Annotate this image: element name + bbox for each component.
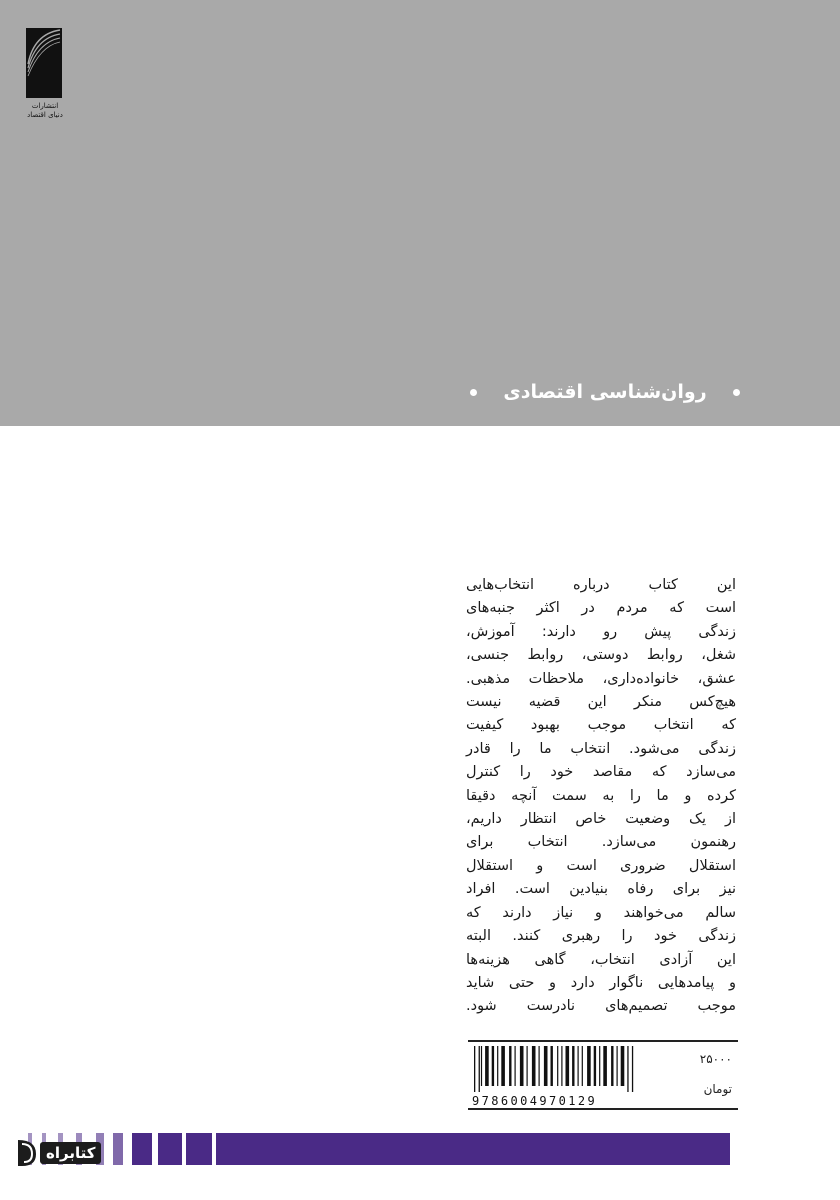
barcode-bar — [497, 1046, 498, 1086]
blurb-line: زندگی خود را رهبری کنند. البته — [466, 928, 736, 945]
blurb-line: زندگی پیش رو دارند: آموزش، — [466, 623, 736, 640]
barcode-bar — [566, 1046, 570, 1086]
blurb-line: این کتاب درباره انتخاب‌هایی — [466, 577, 736, 593]
barcode-guard-bar — [632, 1046, 633, 1092]
decor-bar — [216, 1133, 730, 1165]
barcode-bar — [582, 1046, 583, 1086]
blurb-line: و پیامدهایی ناگوار دارد و حتی شاید — [466, 974, 736, 991]
blurb-line: هیچ‌کس منکر این قضیه نیست — [466, 694, 736, 711]
blurb-line: رهنمون می‌سازد. انتخاب برای — [466, 834, 736, 851]
barcode-bar — [594, 1046, 596, 1086]
barcode-bar — [501, 1046, 505, 1086]
barcode-bar — [572, 1046, 574, 1086]
barcode-bar — [532, 1046, 536, 1086]
cover-top-band — [0, 0, 840, 426]
barcode-bar — [599, 1046, 600, 1086]
decor-bar — [113, 1133, 123, 1165]
barcode-bar — [617, 1046, 618, 1086]
barcode-bar — [527, 1046, 528, 1086]
barcode-bar — [557, 1046, 558, 1086]
blurb-line: عشق، خانواده‌داری، ملاحظات مذهبی. — [466, 670, 736, 687]
blurb-line: که انتخاب موجب بهبود کیفیت — [466, 717, 736, 734]
bottom-decor-bars — [0, 1133, 840, 1165]
blurb-line: استقلال ضروری است و استقلال — [466, 857, 736, 874]
barcode-bar — [509, 1046, 511, 1086]
barcode-bar — [515, 1046, 516, 1086]
publisher-logo-icon — [24, 24, 66, 102]
series-row — [470, 376, 740, 408]
bullet-dot-icon — [733, 389, 740, 396]
barcode-bar — [551, 1046, 553, 1086]
blurb-line: این آزادی انتخاب، گاهی هزینه‌ها — [466, 951, 736, 968]
watermark-logo — [14, 1138, 101, 1168]
price: ۲۵۰۰۰ — [699, 1052, 732, 1066]
barcode-bar — [539, 1046, 540, 1086]
barcode-bar — [603, 1046, 607, 1086]
barcode-bar — [485, 1046, 489, 1086]
currency-label: تومان — [703, 1082, 732, 1096]
barcode-guard-bar — [627, 1046, 628, 1092]
barcode-box — [468, 1040, 738, 1110]
barcode-bar — [520, 1046, 524, 1086]
barcode-guard-bar — [479, 1046, 480, 1092]
barcode-bar — [561, 1046, 562, 1086]
bullet-dot-icon — [470, 389, 477, 396]
blurb-line: موجب تصمیم‌های نادرست شود. — [466, 998, 736, 1015]
blurb-line: از یک وضعیت خاص انتظار داریم، — [466, 811, 736, 828]
blurb-line: کرده و ما را به سمت آنچه دقیقا — [466, 787, 736, 804]
decor-bar — [158, 1133, 182, 1165]
barcode-bar — [587, 1046, 591, 1086]
barcode-icon — [472, 1046, 650, 1092]
decor-bar — [132, 1133, 152, 1165]
series-title: روان‌شناسی اقتصادی — [503, 381, 707, 403]
blurb-line: می‌سازد که مقاصد خود را کنترل — [466, 764, 736, 781]
publisher-logo-text: انتشارات دنیای اقتصاد — [27, 102, 63, 119]
barcode-bar — [611, 1046, 613, 1086]
decor-bar — [186, 1133, 212, 1165]
barcode-bar — [544, 1046, 548, 1086]
publisher-logo — [24, 24, 66, 124]
barcode-bar — [481, 1046, 482, 1086]
blurb-line: سالم می‌خواهند و نیاز دارند که — [466, 904, 736, 921]
barcode-bar — [621, 1046, 625, 1086]
book-logo-icon — [14, 1138, 40, 1168]
blurb-line: نیز برای رفاه بنیادین است. افراد — [466, 881, 736, 898]
isbn-digits: 9786004970129 — [472, 1094, 598, 1108]
blurb-line: زندگی می‌شود. انتخاب ما را قادر — [466, 740, 736, 757]
blurb-line: شغل، روابط دوستی، روابط جنسی، — [466, 647, 736, 664]
watermark-text: کتابراه — [40, 1142, 101, 1164]
blurb-line: است که مردم در اکثر جنبه‌های — [466, 600, 736, 617]
barcode-bar — [492, 1046, 494, 1086]
back-cover-blurb — [466, 574, 736, 1019]
barcode-bar — [578, 1046, 579, 1086]
barcode-guard-bar — [474, 1046, 475, 1092]
